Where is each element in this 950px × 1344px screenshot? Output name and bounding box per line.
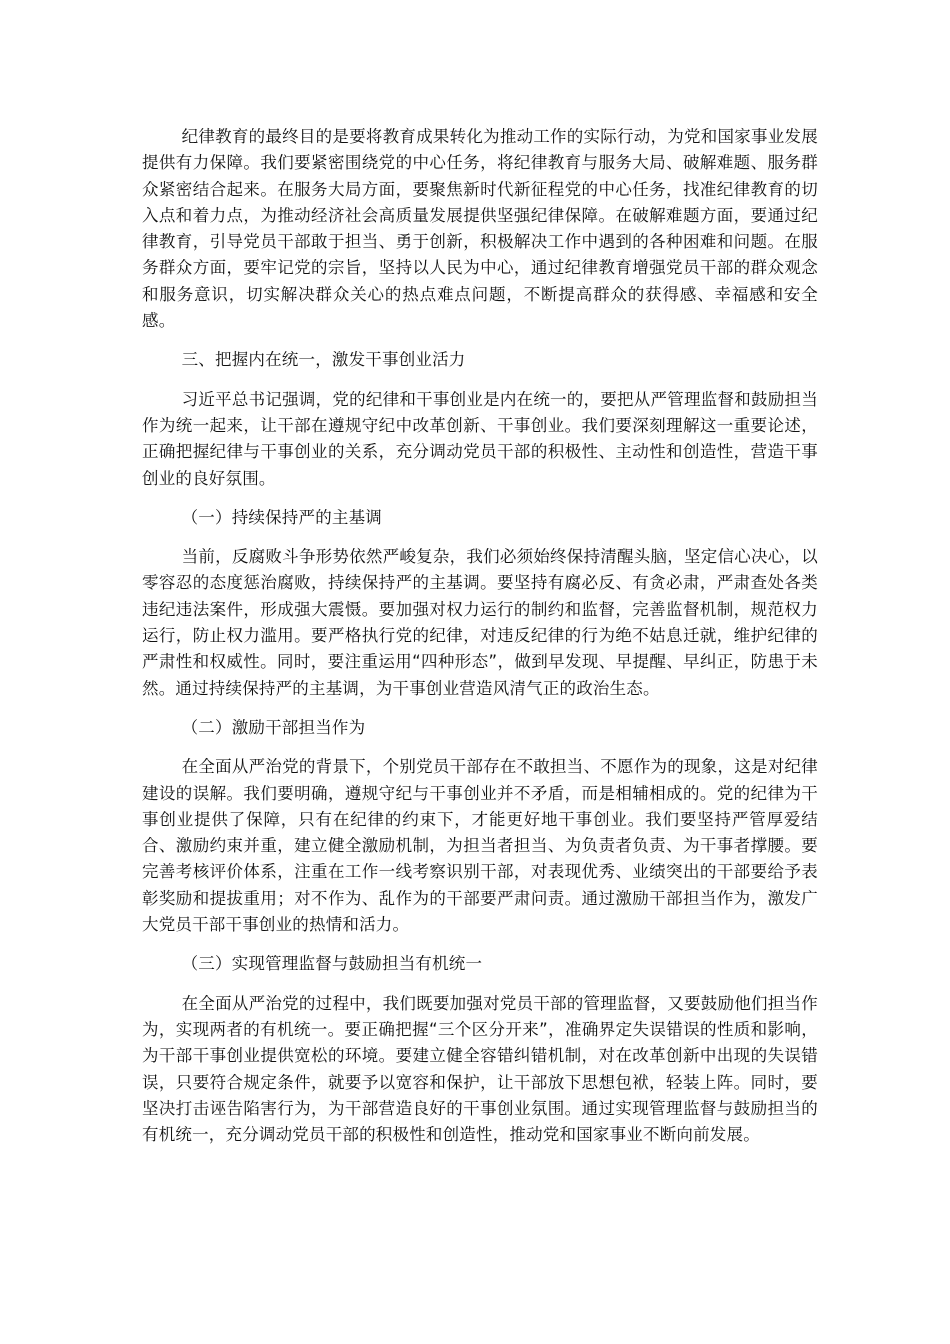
paragraph-unify-supervision: 在全面从严治党的过程中，我们既要加强对党员干部的管理监督，又要鼓励他们担当作为，实现两者的有机统一。要正确把握“三个区分开来”，准确界定失误错误的性质和影响，为干部干事创业提供宽松的环境。要建立健全容错纠错机制，对在改革创新中出现的失误错误，只要符合规定条件，就要予以宽容和保护，让干部放下思想包袱，轻装上阵。同时，要坚决打击诬告陷害行为，为干部营造良好的干事创业氛围。通过实现管理监督与鼓励担当的有机统一，充分调动党员干部的积极性和创造性，推动党和国家事业不断向前发展。	[142, 993, 818, 1145]
paragraph-inner-unity: 习近平总书记强调，党的纪律和干事创业是内在统一的，要把从严管理监督和鼓励担当作为统一起来，让干部在遵规守纪中改革创新、干事创业。我们要深刻理解这一重要论述，正确把握纪律与干事创业的关系，充分调动党员干部的积极性、主动性和创造性，营造干事创业的良好氛围。	[142, 389, 818, 488]
paragraph-discipline-education-goal: 纪律教育的最终目的是要将教育成果转化为推动工作的实际行动，为党和国家事业发展提供有力保障。我们要紧密围绕党的中心任务，将纪律教育与服务大局、破解难题、服务群众紧密结合起来。在服务大局方面，要聚焦新时代新征程党的中心任务，找准纪律教育的切入点和着力点，为推动经济社会高质量发展提供坚强纪律保障。在破解难题方面，要通过纪律教育，引导党员干部敢于担当、勇于创新，积极解决工作中遇到的各种困难和问题。在服务群众方面，要牢记党的宗旨，坚持以人民为中心，通过纪律教育增强党员干部的群众观念和服务意识，切实解决群众关心的热点难点问题，不断提高群众的获得感、幸福感和安全感。	[142, 127, 818, 331]
paragraph-encourage-cadres: 在全面从严治党的背景下，个别党员干部存在不敢担当、不愿作为的现象，这是对纪律建设的误解。我们要明确，遵规守纪与干事创业并不矛盾，而是相辅相成的。党的纪律为干事创业提供了保障，只有在纪律的约束下，才能更好地干事创业。我们要坚持严管厚爱结合、激励约束并重，建立健全激励机制，为担当者担当、为负责者负责、为干事者撑腰。要完善考核评价体系，注重在工作一线考察识别干部，对表现优秀、业绩突出的干部要给予表彰奖励和提拔重用；对不作为、乱作为的干部要严肃问责。通过激励干部担当作为，激发广大党员干部干事创业的热情和活力。	[142, 757, 818, 935]
section-heading-3: 三、把握内在统一，激发干事创业活力	[181, 350, 466, 370]
subheading-1: （一）持续保持严的主基调	[181, 507, 382, 527]
subheading-2: （二）激励干部担当作为	[181, 717, 366, 737]
subheading-3: （三）实现管理监督与鼓励担当有机统一	[181, 954, 483, 974]
paragraph-strict-tone: 当前，反腐败斗争形势依然严峻复杂，我们必须始终保持清醒头脑，坚定信心决心，以零容忍的态度惩治腐败，持续保持严的主基调。要坚持有腐必反、有贪必肃，严肃查处各类违纪违法案件，形成强大震慑。要加强对权力运行的制约和监督，完善监督机制，规范权力运行，防止权力滥用。要严格执行党的纪律，对违反纪律的行为绝不姑息迁就，维护纪律的严肃性和权威性。同时，要注重运用“四种形态”，做到早发现、早提醒、早纠正，防患于未然。通过持续保持严的主基调，为干事创业营造风清气正的政治生态。	[142, 547, 818, 698]
document-page	[142, 124, 818, 1161]
